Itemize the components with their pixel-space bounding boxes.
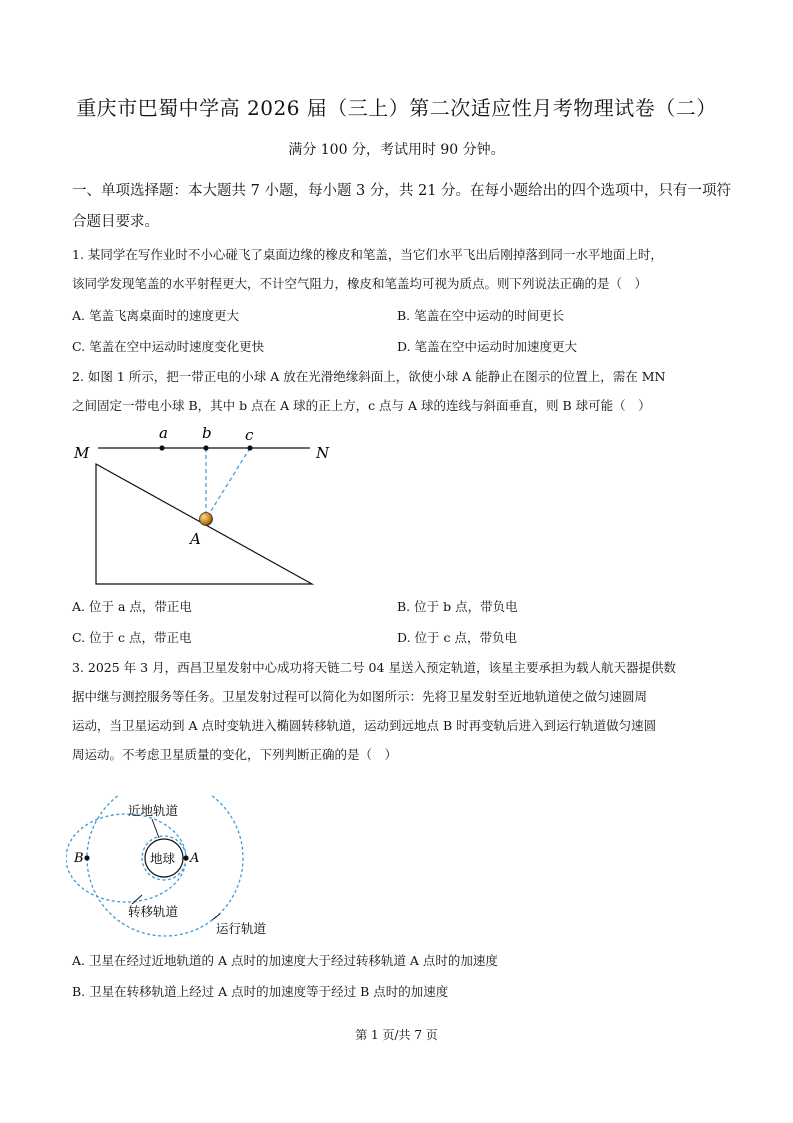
figure-1-incline xyxy=(60,420,340,595)
section-heading: 一、单项选择题：本大题共 7 小题，每小题 3 分，共 21 分。在每小题给出的四个选项中，只有一项符合题目要求。 xyxy=(72,183,732,230)
page-footer: 第 1 页/共 7 页 xyxy=(355,1028,438,1042)
near-orbit-pointer xyxy=(152,819,159,838)
q1-option-d: D. 笔盖在空中运动时加速度更大 xyxy=(397,339,578,354)
q3-stem-line1: 3. 2025 年 3 月，西昌卫星发射中心成功将天链二号 04 星送入预定轨道，该星主要承担为载人航天器提供数 xyxy=(72,660,676,675)
q3-stem-line4: 周运动。不考虑卫星质量的变化，下列判断正确的是（ ） xyxy=(72,747,398,762)
ball-a xyxy=(200,513,213,526)
run-orbit-pointer xyxy=(212,914,220,920)
q2-option-d: D. 位于 c 点，带负电 xyxy=(397,630,517,645)
figure-orbits xyxy=(66,795,286,940)
q1-option-a: A. 笔盖飞离桌面时的速度更大 xyxy=(72,308,239,323)
q2-option-b: B. 位于 b 点，带负电 xyxy=(397,599,518,614)
point-c xyxy=(247,445,252,450)
q3-option-b: B. 卫星在转移轨道上经过 A 点时的加速度等于经过 B 点时的加速度 xyxy=(72,984,449,999)
label-m: M xyxy=(74,444,90,462)
label-run-orbit: 运行轨道 xyxy=(216,921,267,936)
label-c: c xyxy=(245,426,254,444)
point-a-dot xyxy=(183,855,188,860)
q3-stem-line2: 据中继与测控服务等任务。卫星发射过程可以简化为如图所示：先将卫星发射至近地轨道使之做匀速圆周 xyxy=(72,689,648,704)
q1-stem-line1: 1. 某同学在写作业时不小心碰飞了桌面边缘的橡皮和笔盖，当它们水平飞出后刚掉落到同一水平地面上时， xyxy=(72,247,663,262)
label-n: N xyxy=(316,444,330,462)
q1-stem-line2: 该同学发现笔盖的水平射程更大，不计空气阻力，橡皮和笔盖均可视为质点。则下列说法正确的是（ ） xyxy=(72,276,648,291)
q2-stem-line1: 2. 如图 1 所示，把一带正电的小球 A 放在光滑绝缘斜面上，欲使小球 A 能静止在图示的位置上，需在 MN xyxy=(72,369,666,384)
label-transfer-orbit: 转移轨道 xyxy=(128,904,179,919)
q3-option-a: A. 卫星在经过近地轨道的 A 点时的加速度大于经过转移轨道 A 点时的加速度 xyxy=(72,953,498,968)
label-b: b xyxy=(202,424,212,442)
q1-option-c: C. 笔盖在空中运动时速度变化更快 xyxy=(72,339,265,354)
point-b-dot xyxy=(84,855,89,860)
exam-info: 满分 100 分，考试用时 90 分钟。 xyxy=(288,142,505,158)
point-b xyxy=(203,445,208,450)
question-1-stem xyxy=(72,240,734,298)
q2-option-c: C. 位于 c 点，带正电 xyxy=(72,630,192,645)
page-title: 重庆市巴蜀中学高 2026 届（三上）第二次适应性月考物理试卷（二） xyxy=(76,96,717,120)
q3-stem-line3: 运动，当卫星运动到 A 点时变轨进入椭圆转移轨道，运动到远地点 B 时再变轨后进入到运行轨道做匀速圆 xyxy=(72,718,657,733)
point-a xyxy=(159,445,164,450)
label-point-b: B xyxy=(74,851,84,866)
question-3-stem xyxy=(72,653,734,769)
q1-option-b: B. 笔盖在空中运动的时间更长 xyxy=(397,308,565,323)
question-2-stem xyxy=(72,362,734,420)
c-to-a-dashed xyxy=(206,448,250,519)
label-point-a: A xyxy=(190,851,200,866)
label-earth: 地球 xyxy=(150,851,176,866)
label-a: a xyxy=(159,424,168,442)
q2-option-a: A. 位于 a 点，带正电 xyxy=(72,599,192,614)
q2-stem-line2: 之间固定一带电小球 B，其中 b 点在 A 球的正上方，c 点与 A 球的连线与斜面垂直，则 B 球可能（ ） xyxy=(72,398,651,413)
label-ball-a: A xyxy=(190,530,201,548)
label-near-orbit: 近地轨道 xyxy=(128,803,179,818)
transfer-orbit-pointer xyxy=(132,895,142,904)
